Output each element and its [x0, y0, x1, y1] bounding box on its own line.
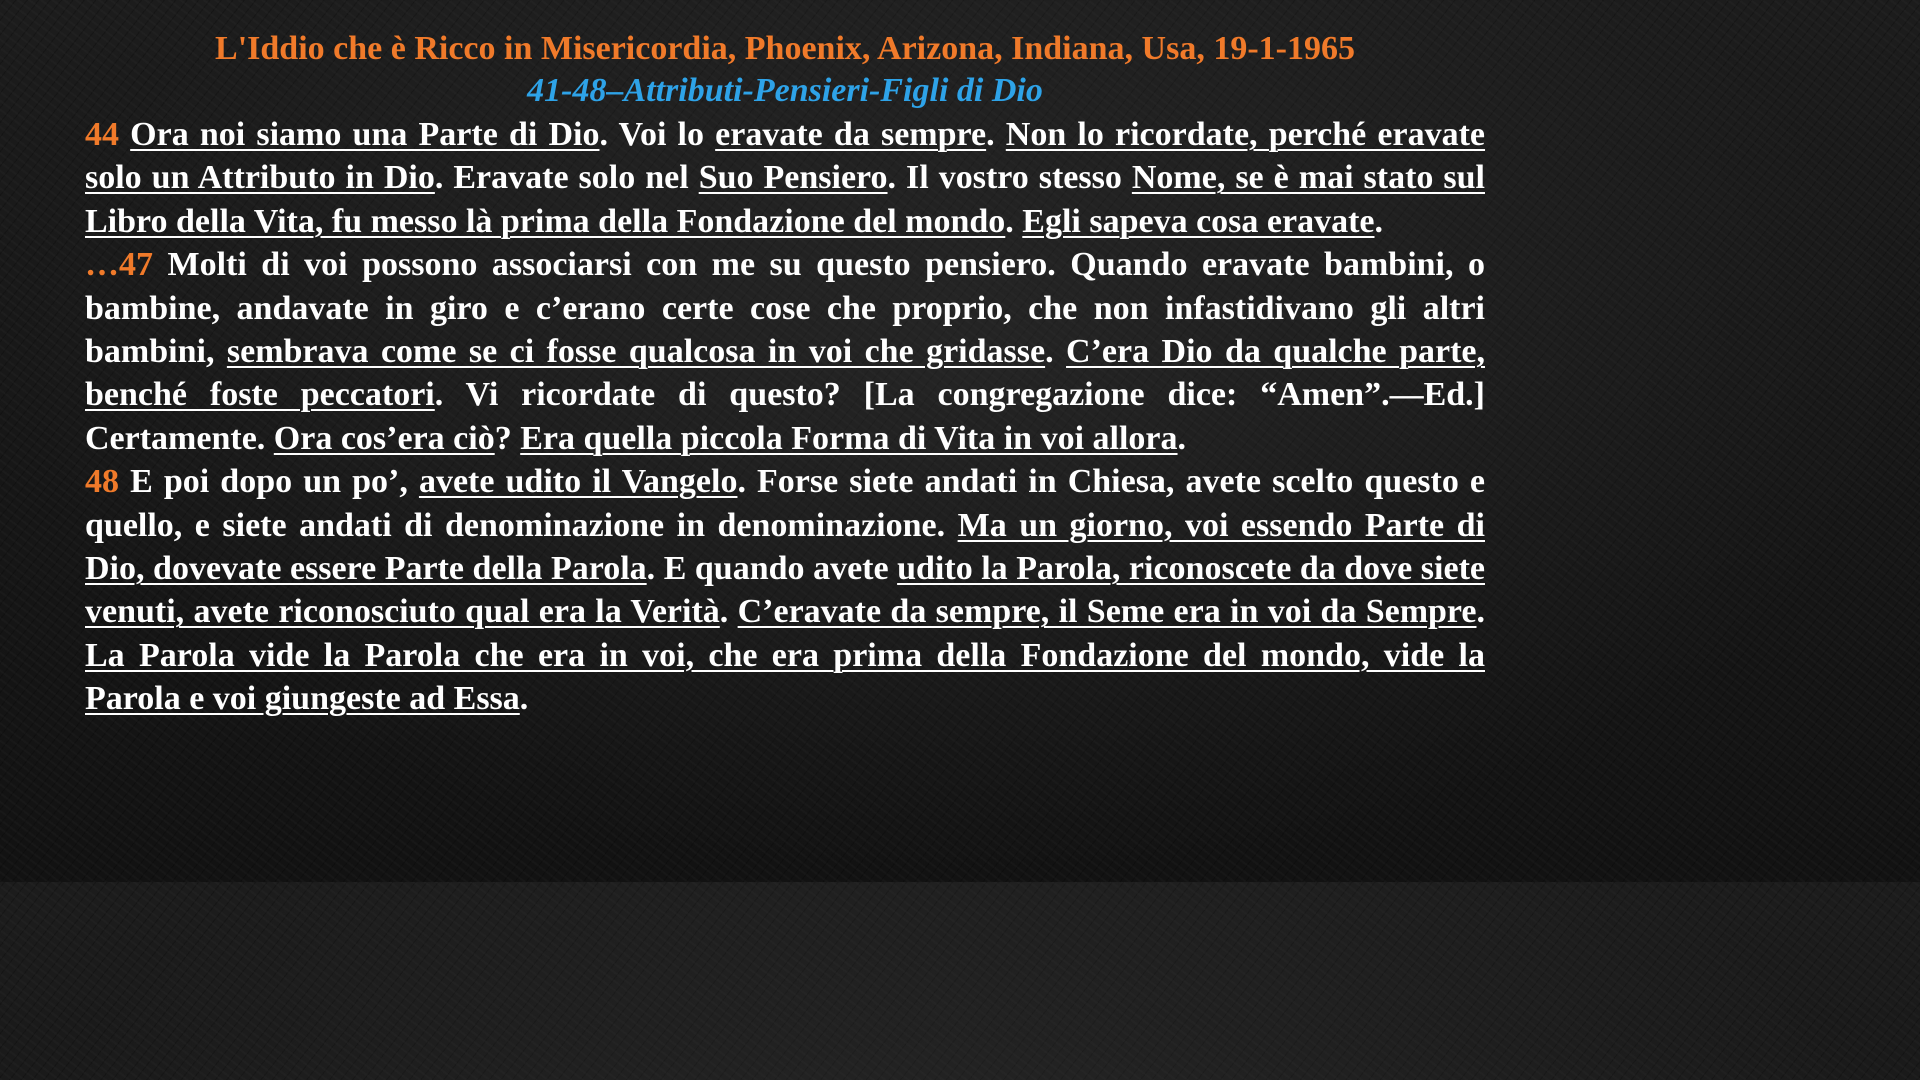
underlined-text: Non lo ricordate, perché eravate solo un Attributo in Dio [85, 116, 1486, 197]
underlined-text: udito la Parola, riconoscete da dove siete venuti, avete riconosciuto qual era la Verità [85, 550, 1485, 631]
seg: E poi dopo un po’, [119, 463, 419, 501]
seg: . Il vostro stesso [887, 159, 1132, 197]
seg [119, 116, 130, 153]
seg: . [519, 680, 529, 718]
underlined-text: avete udito il Vangelo [418, 463, 738, 501]
seg: . [1374, 202, 1383, 240]
seg: ? [494, 419, 521, 457]
seg: . [1177, 419, 1187, 457]
verse-number: 44 [85, 116, 119, 153]
seg: . [1476, 593, 1485, 631]
underlined-text: Ora noi siamo una Parte di Dio [130, 116, 600, 153]
seg: . Forse siete andati in Chiesa, avete scelto questo e quello, e siete andati di denominazione in denominazione. [85, 463, 1486, 544]
slide [85, 28, 1485, 721]
underlined-text: eravate da sempre [715, 116, 987, 153]
underlined-text: C’eravate da sempre, il Seme era in voi da Sempre [737, 593, 1477, 631]
underlined-text: sembrava come se ci fosse qualcosa in voi che gridasse [226, 333, 1046, 371]
paragraph-container [85, 113, 1485, 721]
seg: . [986, 116, 1006, 153]
underlined-text: Nome, se è mai stato sul Libro della Vita, fu messo là prima della Fondazione del mondo [85, 159, 1485, 240]
underlined-text: Era quella piccola Forma di Vita in voi allora [520, 419, 1178, 457]
underlined-text: Egli sapeva cosa eravate [1022, 202, 1375, 240]
seg: . Vi ricordate di questo? [La congregazione dice: “Amen”.—Ed.] Certamente. [85, 376, 1485, 457]
seg: Molti di voi possono associarsi con me su questo pensiero. Quando eravate bambini, o bambine, andavate in giro e c’erano certe cose che proprio, che non infastidivano gli altri bambini, [85, 246, 1485, 371]
seg: . E quando avete [646, 550, 898, 588]
underlined-text: Suo Pensiero [698, 159, 888, 197]
seg: . Voi lo [599, 116, 716, 153]
seg: . Eravate solo nel [434, 159, 699, 197]
verse-number: …47 [85, 246, 153, 284]
seg: . [1045, 333, 1067, 371]
underlined-text: La Parola vide la Parola che era in voi, che era prima della Fondazione del mondo, vide la Parola e voi giungeste ad Essa [85, 636, 1485, 718]
seg: . [1005, 202, 1023, 240]
verse-number: 48 [85, 463, 119, 501]
paragraph [85, 460, 1485, 720]
slide-title: L'Iddio che è Ricco in Misericordia, Phoenix, Arizona, Indiana, Usa, 19-1-1965 [215, 30, 1355, 67]
paragraph [85, 113, 1485, 243]
paragraph [85, 243, 1485, 460]
underlined-text: Ora cos’era ciò [273, 419, 495, 457]
slide-subtitle: 41-48–Attributi-Pensieri-Figli di Dio [527, 72, 1043, 109]
seg: . [719, 593, 738, 631]
underlined-text: C’era Dio da qualche parte, benché foste peccatori [85, 333, 1485, 414]
underlined-text: Ma un giorno, voi essendo Parte di Dio, dovevate essere Parte della Parola [85, 506, 1485, 588]
